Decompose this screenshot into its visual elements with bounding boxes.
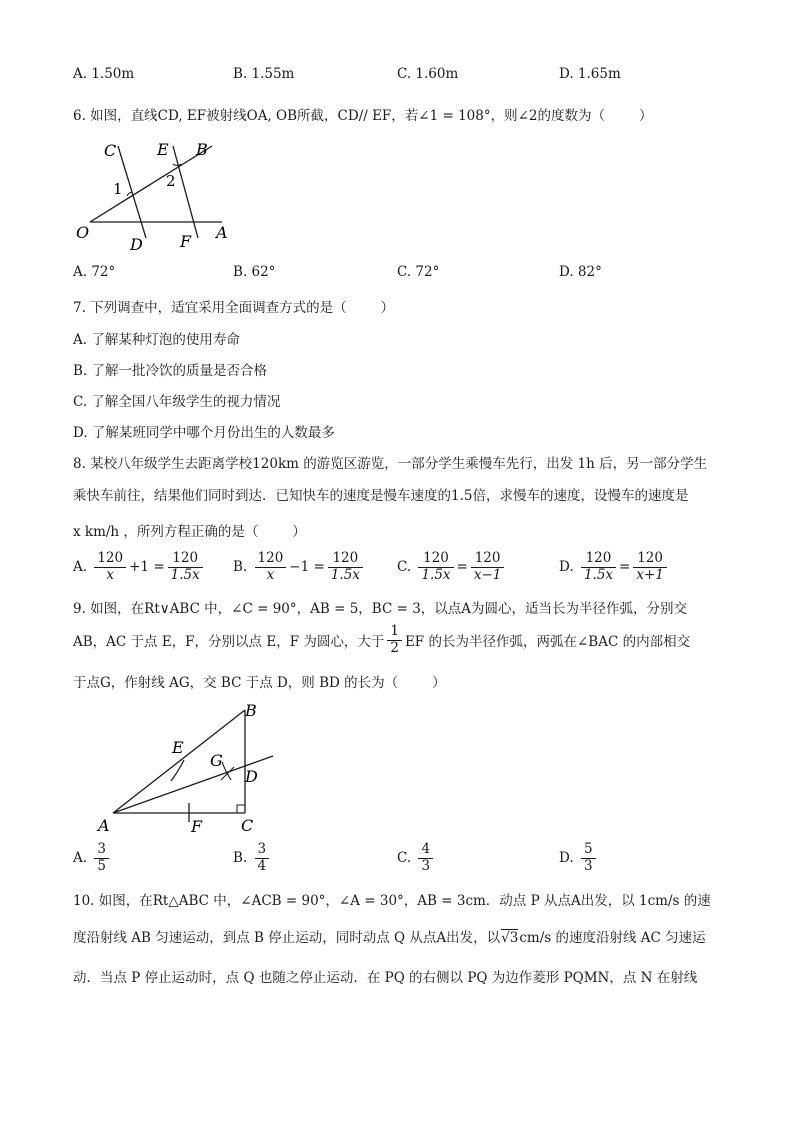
- sqrt-3: √3: [501, 930, 519, 946]
- q9-option-a: A. $\frac{3}{5}$: [73, 842, 112, 874]
- q9-options: [73, 842, 733, 882]
- q8-option-d: D. $\frac{120}{1.5x}$ = $\frac{120}{x+1}$: [559, 551, 670, 583]
- q9-option-c: C. $\frac{4}{3}$: [397, 842, 436, 874]
- label-g: G: [210, 751, 223, 770]
- q5-option-c: C. 1.60m: [397, 66, 459, 82]
- q8-option-c: C. $\frac{120}{1.5x}$ = $\frac{120}{x-1}$: [397, 551, 507, 583]
- label-b: B: [196, 140, 208, 159]
- label-e: E: [172, 738, 184, 757]
- half-fraction: $\frac{1}{2}$: [387, 624, 402, 656]
- label-e: E: [157, 140, 169, 159]
- q5-option-d: D. 1.65m: [559, 66, 621, 82]
- line-ef: [173, 146, 198, 238]
- label-b: B: [245, 701, 257, 720]
- label-d: D: [130, 235, 143, 254]
- q9-option-b: B. $\frac{3}{4}$: [233, 842, 272, 874]
- q7-option-d: D. 了解某班同学中哪个月份出生的人数最多: [73, 425, 335, 441]
- q6-option-d: D. 82°: [559, 264, 602, 280]
- q6-figure: [70, 134, 240, 256]
- q8-options: [73, 551, 733, 591]
- q6-stem: 6. 如图，直线CD, EF被射线OA, OB所截，CD// EF，若∠1 = 108°，则∠2的度数为（ ）: [73, 108, 653, 124]
- label-a: A: [216, 223, 228, 242]
- q10-line-3: 动．当点 P 停止运动时，点 Q 也随之停止运动．在 PQ 的右侧以 PQ 为边作菱形 PQMN，点 N 在射线: [73, 970, 698, 986]
- angle-2-arc: [173, 164, 181, 166]
- side-ab: [113, 710, 245, 813]
- label-f: F: [191, 817, 203, 836]
- q9-figure: [95, 700, 280, 840]
- q6-options: [73, 264, 733, 286]
- label-c: C: [104, 141, 117, 160]
- right-angle-mark: [237, 805, 245, 813]
- q6-option-b: B. 62°: [233, 264, 276, 280]
- q8-line-1: 8. 某校八年级学生去距离学校120km 的游览区游览，一部分学生乘慢车先行，出发 1h 后，另一部分学生: [73, 456, 708, 472]
- q8-line-2: 乘快车前往，结果他们同时到达．已知快车的速度是慢车速度的1.5倍，求慢车的速度，设慢车的速度是: [73, 488, 689, 504]
- label-d: D: [245, 767, 258, 786]
- q5-options: [73, 66, 733, 88]
- label-o: O: [76, 223, 90, 242]
- q8-option-b: B. $\frac{120}{x}$ −1 = $\frac{120}{1.5x}$: [233, 551, 366, 583]
- q5-option-a: A. 1.50m: [73, 66, 135, 82]
- label-angle-2: 2: [166, 172, 176, 190]
- q9-line-3: 于点G，作射线 AG，交 BC 于点 D，则 BD 的长为（ ）: [73, 675, 446, 691]
- q7-option-b: B. 了解一批冷饮的质量是否合格: [73, 363, 268, 379]
- q8-line-3: x km/h ，所列方程正确的是（ ）: [73, 524, 306, 540]
- label-f: F: [180, 232, 192, 251]
- label-angle-1: 1: [113, 180, 123, 198]
- q5-option-b: B. 1.55m: [233, 66, 295, 82]
- q6-option-a: A. 72°: [73, 264, 116, 280]
- label-c: C: [241, 816, 254, 835]
- q6-option-c: C. 72°: [397, 264, 440, 280]
- q7-option-c: C. 了解全国八年级学生的视力情况: [73, 394, 281, 410]
- q7-option-a: A. 了解某种灯泡的使用寿命: [73, 332, 240, 348]
- q10-line-1: 10. 如图，在Rt△ABC 中，∠ACB = 90°，∠A = 30°，AB = 3cm．动点 P 从点A出发，以 1cm/s 的速: [73, 893, 711, 909]
- q9-line-1: 9. 如图，在Rt∨ABC 中，∠C = 90°，AB = 5，BC = 3，以点A为圆心，适当长为半径作弧，分别交: [73, 601, 688, 617]
- q8-option-a: A. $\frac{120}{x}$ +1 = $\frac{120}{1.5x}$: [73, 551, 206, 583]
- q9-line-2: AB，AC 于点 E，F，分别以点 E，F 为圆心，大于 $\frac{1}{2}$ EF 的长为半径作弧，两弧在∠BAC 的内部相交: [73, 623, 691, 656]
- angle-1-arc: [127, 192, 132, 196]
- q7-stem: 7. 下列调查中，适宜采用全面调查方式的是（ ）: [73, 300, 395, 316]
- q10-line-2: 度沿射线 AB 匀速运动，到点 B 停止运动，同时动点 Q 从点A出发，以√3cm/s 的速度沿射线 AC 匀速运: [73, 930, 706, 946]
- label-a: A: [98, 816, 110, 835]
- q9-option-d: D. $\frac{5}{3}$: [559, 842, 599, 874]
